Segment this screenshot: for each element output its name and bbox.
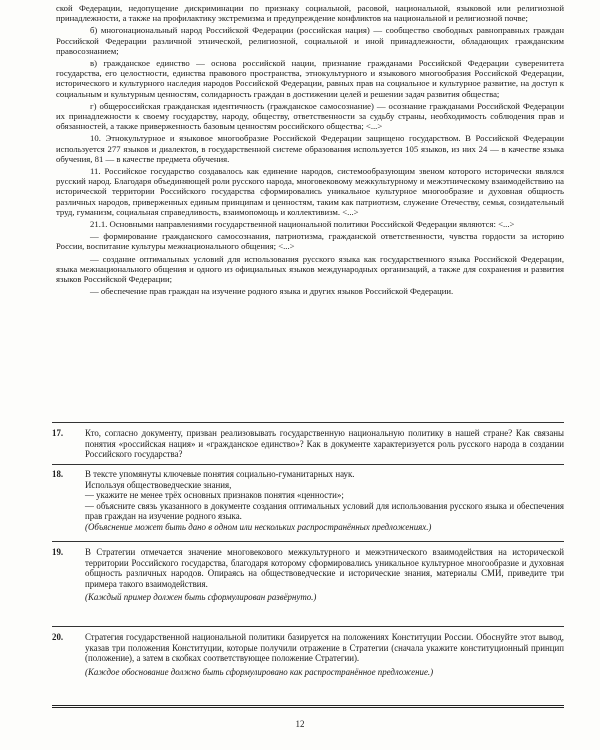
question-text: Стратегия государственной национальной политики базируется на положениях Конституции России. Обоснуйте этот вывод, указав три положения Конституции, которые получили отражение в Стратегии (сначала укажите конституционный принцип (положение), а затем в скобках соответствующее положение Стратегии).	[85, 632, 564, 664]
excerpt-paragraph: 10. Этнокультурное и языковое многообразие Российской Федерации защищено государством. В Российской Федерации используется 277 языков и диалектов, в государственной системе образования используется 105 языков, из них 24 — в качестве языка обучения, 81 — в качестве предмета обучения.	[56, 133, 564, 164]
question-text: Кто, согласно документу, призван реализовывать государственную национальную политику в нашей стране? Как связаны понятия «российская нация» и «гражданское единство»? Как в документе характеризуется роль русского народа в создании Российского государства?	[85, 428, 564, 460]
excerpt-paragraph: — обеспечение прав граждан на изучение родного языка и других языков Российской Федерации.	[90, 286, 454, 297]
excerpt-paragraph: ской Федерации, недопущение дискриминации по признаку социальной, расовой, национальной, языковой или религиозной принадлежности, а также на профилактику экстремизма и предупреждение конфликтов на национальной и религиозной почве;	[56, 3, 564, 24]
question-note: (Каждое обоснование должно быть сформулировано как распространённое предложение.)	[85, 666, 434, 677]
question-number: 18.	[52, 469, 64, 479]
question-text: Используя обществоведческие знания,	[85, 479, 232, 490]
question-text: В тексте упомянуты ключевые понятия социально-гуманитарных наук.	[85, 469, 355, 479]
excerpt-paragraph: г) общероссийская гражданская идентичность (гражданское самосознание) — осознание гражданами Российской Федерации их принадлежности к своему государству, народу, обществу, ответственности за судьбу страны, необходимость соблюдения прав и обязанностей, а также приверженность базовым ценностям российского общества; <...>	[56, 100, 564, 132]
question-number: 19.	[52, 547, 64, 557]
divider	[52, 422, 564, 423]
question-17	[52, 428, 564, 460]
footer-rule	[52, 705, 564, 708]
question-number: 17.	[52, 428, 64, 438]
question-19	[52, 547, 564, 603]
excerpt-paragraph: — формирование гражданского самосознания, патриотизма, гражданской ответственности, чувства гордости за историю России, воспитание культуры межнационального общения; <...>	[56, 231, 564, 252]
question-18	[52, 469, 564, 533]
question-text: В Стратегии отмечается значение многовекового межкультурного и межэтнического взаимодействия на исторической территории Российского государства, благодаря которому сформировались уникальное культурное многообразие и духовная общность различных народов. Опираясь на обществоведческие и исторические знания, материалы СМИ, приведите три примера такого взаимодействия.	[85, 547, 564, 589]
strategy-excerpt	[56, 3, 564, 298]
excerpt-paragraph: в) гражданское единство — основа российской нации, признание гражданами Российской Федерации суверенитета государства, его целостности, единства правового пространства, этнокультурного и языкового многообразия Российской Федерации, исторического и культурного наследия народов Российской Федерации, равных прав на социальное и культурное развитие, на доступ к социальным и культурным ценностям, солидарность граждан в достижении целей и решении задач развития общества;	[56, 58, 564, 99]
excerpt-paragraph: 21.1. Основными направлениями государственной национальной политики Российской Федерации являются: <...>	[90, 219, 515, 230]
divider	[52, 626, 564, 627]
excerpt-paragraph: 11. Российское государство создавалось как единение народов, системообразующим звеном которого исторически являлся русский народ. Благодаря объединяющей роли русского народа, многовековому межкультурному и межэтническому взаимодействию на исторической территории Российского государства сформировались уникальное культурное многообразие и духовная общность различных народов, приверженных единым принципам и ценностям, таким как патриотизм, служение Отечеству, семья, созидательный труд, гуманизм, социальная справедливость, взаимопомощь и коллективизм. <...>	[56, 166, 564, 217]
excerpt-paragraph: — создание оптимальных условий для использования русского языка как государственного языка Российской Федерации, языка межнационального общения и одного из официальных языков международных организаций, а также для сохранения и развития языков Российской Федерации;	[56, 253, 564, 285]
page-number: 12	[295, 719, 305, 729]
excerpt-paragraph: б) многонациональный народ Российской Федерации (российская нация) — сообщество свободных равноправных граждан Российской Федерации различной этнической, религиозной, социальной и иной принадлежности, обладающих гражданским правосознанием;	[56, 25, 564, 56]
question-text: — объясните связь указанного в документе создания оптимальных условий для использования русского языка и обеспечения прав граждан на изучение родного языка.	[85, 500, 564, 522]
divider	[52, 464, 564, 465]
question-20	[52, 632, 564, 677]
divider	[52, 541, 564, 542]
question-note: (Объяснение может быть дано в одном или нескольких распространённых предложениях.)	[85, 521, 432, 532]
question-text: — укажите не менее трёх основных признаков понятия «ценности»;	[85, 490, 344, 501]
question-number: 20.	[52, 632, 64, 642]
question-note: (Каждый пример должен быть сформулирован развёрнуто.)	[85, 592, 317, 603]
